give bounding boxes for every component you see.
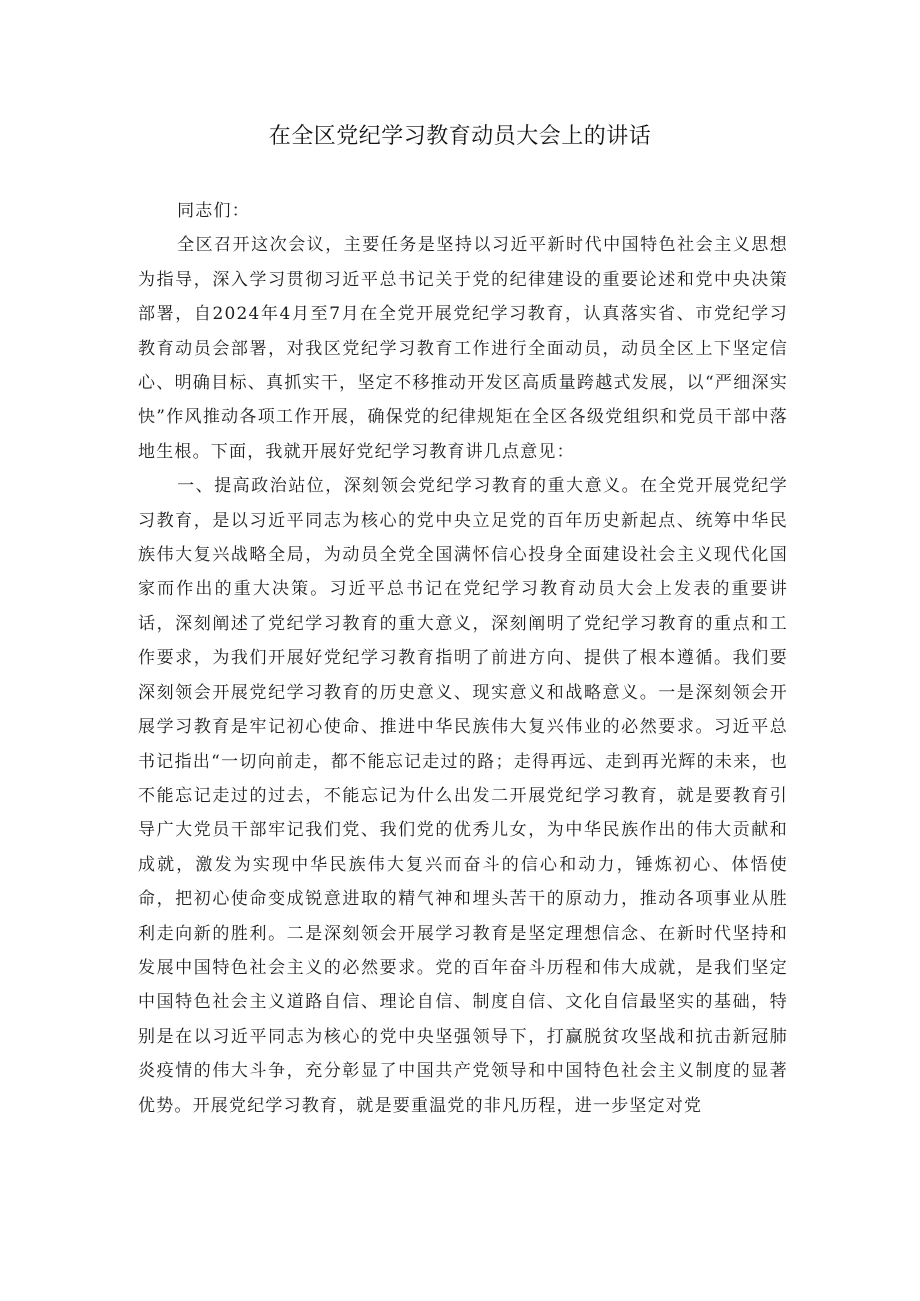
- paragraph: 一、提高政治站位，深刻领会党纪学习教育的重大意义。在全党开展党纪学习教育，是以习近平同志为核心的党中央立足党的百年历史新起点、统筹中华民族伟大复兴战略全局，为动员全党全国满怀信心投身全面建设社会主义现代化国家而作出的重大决策。习近平总书记在党纪学习教育动员大会上发表的重要讲话，深刻阐述了党纪学习教育的重大意义，深刻阐明了党纪学习教育的重点和工作要求，为我们开展好党纪学习教育指明了前进方向、提供了根本遵循。我们要深刻领会开展党纪学习教育的历史意义、现实意义和战略意义。一是深刻领会开展学习教育是牢记初心使命、推进中华民族伟大复兴伟业的必然要求。习近平总书记指出“一切向前走，都不能忘记走过的路；走得再远、走到再光辉的未来，也不能忘记走过的过去，不能忘记为什么出发二开展党纪学习教育，就是要教育引导广大党员干部牢记我们党、我们党的优秀儿女，为中华民族作出的伟大贡献和成就，激发为实现中华民族伟大复兴而奋斗的信心和动力，锤炼初心、体悟使命，把初心使命变成锐意进取的精气神和埋头苦干的原动力，推动各项事业从胜利走向新的胜利。二是深刻领会开展学习教育是坚定理想信念、在新时代坚持和发展中国特色社会主义的必然要求。党的百年奋斗历程和伟大成就，是我们坚定中国特色社会主义道路自信、理论自信、制度自信、文化自信最坚实的基础，特别是在以习近平同志为核心的党中央坚强领导下，打赢脱贫攻坚战和抗击新冠肺炎疫情的伟大斗争，充分彰显了中国共产党领导和中国特色社会主义制度的显著优势。开展党纪学习教育，就是要重温党的非凡历程，进一步坚定对党: [138, 476, 788, 1116]
- salutation: 同志们：: [177, 201, 250, 221]
- document-title: 在全区党纪学习教育动员大会上的讲话: [268, 124, 652, 149]
- document-body: [138, 194, 788, 1123]
- paragraph: 全区召开这次会议，主要任务是坚持以习近平新时代中国特色社会主义思想为指导，深入学习贯彻习近平总书记关于党的纪律建设的重要论述和党中央决策部署，自2024年4月至7月在全党开展党纪学习教育，认真落实省、市党纪学习教育动员会部署，对我区党纪学习教育工作进行全面动员，动员全区上下坚定信心、明确目标、真抓实干，坚定不移推动开发区高质量跨越式发展，以“严细深实快”作风推动各项工作开展，确保党的纪律规矩在全区各级党组织和党员干部中落地生根。下面，我就开展好党纪学习教育讲几点意见：: [138, 235, 788, 462]
